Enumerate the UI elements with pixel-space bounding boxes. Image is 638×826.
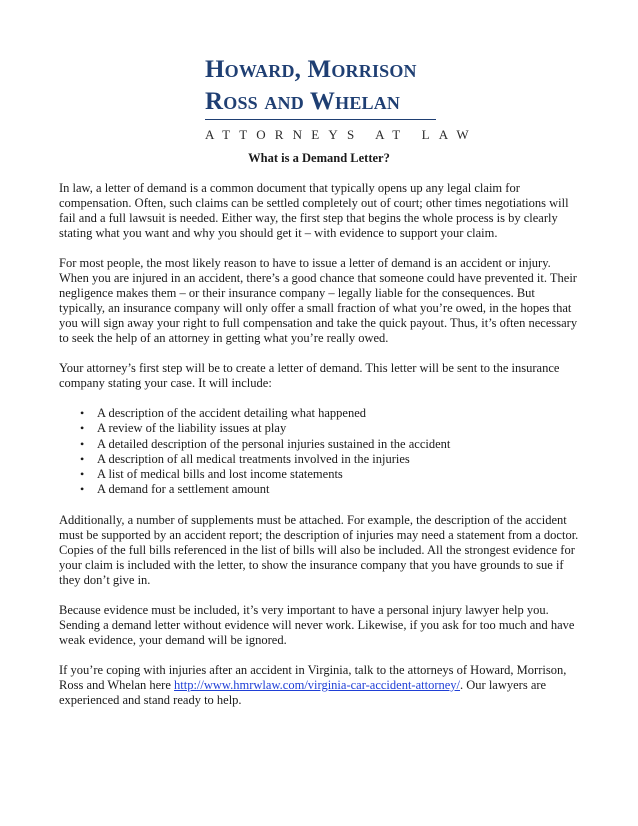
list-item (59, 452, 581, 467)
paragraph-accident-injury: For most people, the most likely reason to have to issue a letter of demand is an accident or injury. When you are injured in an accident, there’s a good chance that someone could have prevented it. Their negligence makes them – or their insurance company – legally liable for the consequences. But typically, an insurance company will only offer a small fraction of what you’re owed, in the hopes that you will sign away your right to full compensation and take the quick payout. Thus, it’s often necessary to seek the help of an attorney in getting what you’re really owed. (59, 256, 578, 345)
document-title: What is a Demand Letter? (248, 151, 390, 165)
paragraph-attorney-first-step: Your attorney’s first step will be to create a letter of demand. This letter will be sent to the insurance company stating your case. It will include: (59, 361, 560, 390)
firm-tagline: ATTORNEYS AT LAW (205, 127, 478, 142)
list-item-text: A description of all medical treatments involved in the injuries (97, 451, 410, 466)
list-item (59, 437, 581, 452)
list-item (59, 421, 581, 436)
bullet-icon: • (80, 467, 85, 482)
list-item-text: A description of the accident detailing what happened (97, 406, 367, 420)
paragraph-evidence: Because evidence must be included, it’s very important to have a personal injury lawyer help you. Sending a demand letter without evidence will never work. Likewise, if you ask for too much and have weak evidence, your demand will be ignored. (59, 602, 575, 647)
bullet-icon: • (80, 436, 85, 451)
bullet-icon: • (80, 482, 85, 497)
firm-website-link[interactable]: http://www.hmrwlaw.com/virginia-car-accident-attorney/ (174, 677, 461, 692)
list-item-text: A review of the liability issues at play (97, 421, 287, 436)
list-item (59, 467, 581, 482)
list-item (59, 406, 581, 421)
paragraph-supplements: Additionally, a number of supplements must be attached. For example, the description of the accident must be supported by an accident report; the description of injuries may need a statement from a doctor. Copies of the full bills referenced in the list of bills will also be included. All the strongest evidence for your claim is included with the letter, to show the insurance company that you have grounds to sue if they don’t give in. (59, 512, 579, 587)
bullet-icon: • (80, 451, 85, 466)
contact-text-before-link: If you’re coping with injuries after an accident in Virginia, talk to the attorneys of Howard, Morrison, Ross and Whelan here (59, 662, 567, 692)
list-item-text: A demand for a settlement amount (97, 482, 270, 497)
list-item (59, 482, 581, 497)
paragraph-intro: In law, a letter of demand is a common document that typically opens up any legal claim for compensation. Often, such claims can be settled completely out of court; other times negotiations will fail and a full lawsuit is needed. Either way, the first step that begins the whole process is by clearly stating what you want and why you should get it – with evidence to support your claim. (59, 181, 569, 240)
list-item-text: A detailed description of the personal injuries sustained in the accident (97, 436, 451, 451)
bullet-icon: • (80, 406, 85, 420)
firm-name-line-2: Ross and Whelan (205, 88, 401, 115)
document-body (59, 181, 581, 723)
bullet-icon: • (80, 421, 85, 436)
paragraph-contact (59, 663, 581, 708)
demand-letter-contents-list (59, 406, 581, 498)
letterhead-divider (205, 119, 436, 120)
contact-text-after-link: . Our lawyers are experienced and stand ready to help. (59, 677, 547, 707)
letterhead (205, 56, 478, 143)
list-item-text: A list of medical bills and lost income statements (97, 467, 343, 482)
firm-name-line-1: Howard, Morrison (205, 56, 417, 83)
